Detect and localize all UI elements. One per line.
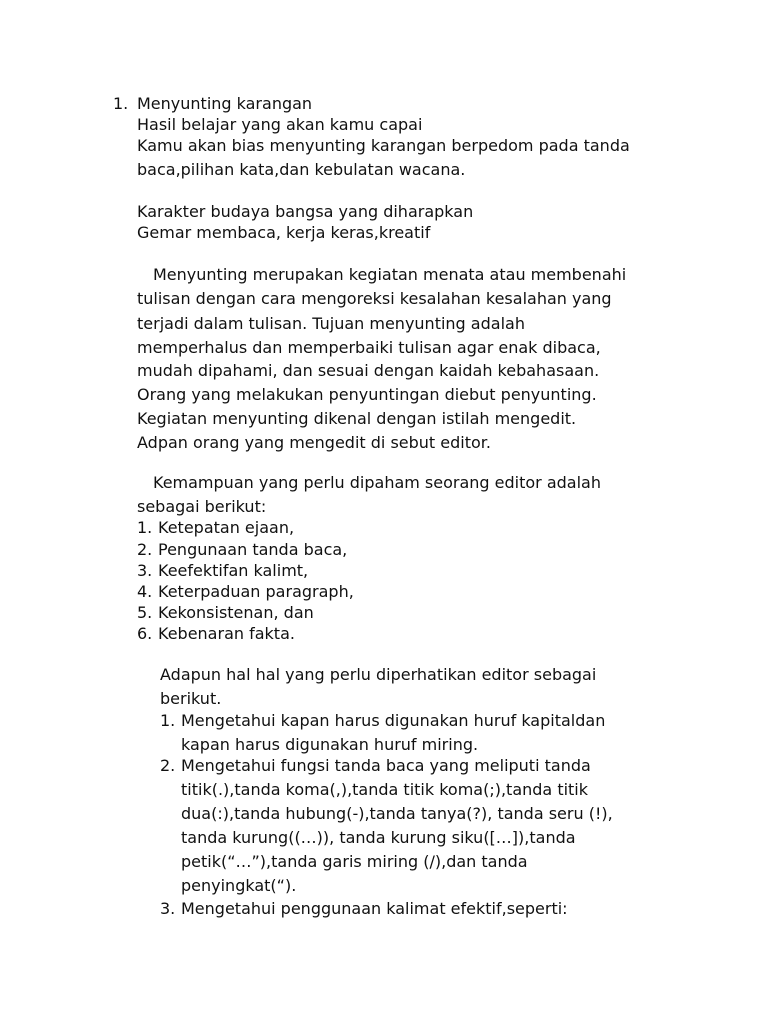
list-item: Pengunaan tanda baca, (158, 540, 348, 559)
list-item-line: titik(.),tanda koma(,),tanda titik koma(;),tanda titik (181, 780, 589, 799)
list-item-line: dua(:),tanda hubung(-),tanda tanya(?), tanda seru (!), (181, 804, 613, 823)
list-item-number: 3. (137, 561, 153, 580)
list-item-line: Mengetahui kapan harus digunakan huruf kapitaldan (181, 711, 606, 730)
list-item-number: 2. (160, 756, 176, 775)
list-item-number: 3. (160, 899, 176, 918)
list-item: Kekonsistenan, dan (158, 603, 314, 622)
list-item: Ketepatan ejaan, (158, 518, 295, 537)
section-title: Menyunting karangan (137, 94, 313, 113)
list-item-line: penyingkat(“). (181, 876, 297, 895)
list-item: Keefektifan kalimt, (158, 561, 309, 580)
paragraph3-intro-line: berikut. (160, 689, 222, 708)
paragraph1-line: Kegiatan menyunting dikenal dengan istilah mengedit. (137, 409, 577, 428)
list-item-number: 6. (137, 624, 153, 643)
list-item-number: 1. (137, 518, 153, 537)
paragraph1-line: memperhalus dan memperbaiki tulisan agar enak dibaca, (137, 338, 601, 357)
list-item-number: 5. (137, 603, 153, 622)
paragraph1-line: Adpan orang yang mengedit di sebut editor. (137, 433, 491, 452)
character-heading: Karakter budaya bangsa yang diharapkan (137, 202, 474, 221)
paragraph1-line: Menyunting merupakan kegiatan menata atau membenahi (153, 265, 627, 284)
paragraph1-line: terjadi dalam tulisan. Tujuan menyunting adalah (137, 314, 525, 333)
paragraph2-intro-line: Kemampuan yang perlu dipaham seorang editor adalah (153, 473, 601, 492)
list-item-number: 2. (137, 540, 153, 559)
list-item-number: 4. (137, 582, 153, 601)
paragraph2-intro-line: sebagai berikut: (137, 497, 267, 516)
goals-heading: Hasil belajar yang akan kamu capai (137, 115, 423, 134)
paragraph1-line: tulisan dengan cara mengoreksi kesalahan kesalahan yang (137, 289, 612, 308)
list-item: Kebenaran fakta. (158, 624, 295, 643)
list-item-line: Mengetahui fungsi tanda baca yang meliputi tanda (181, 756, 591, 775)
list-item-line: petik(“…”),tanda garis miring (/),dan tanda (181, 852, 528, 871)
list-item: Keterpaduan paragraph, (158, 582, 354, 601)
paragraph3-intro-line: Adapun hal hal yang perlu diperhatikan editor sebagai (160, 665, 597, 684)
goals-line: Kamu akan bias menyunting karangan berpedom pada tanda (137, 136, 630, 155)
paragraph1-line: mudah dipahami, dan sesuai dengan kaidah kebahasaan. (137, 361, 600, 380)
character-values: Gemar membaca, kerja keras,kreatif (137, 223, 431, 242)
list-item-line: tanda kurung((…)), tanda kurung siku([…]),tanda (181, 828, 576, 847)
list-item-line: kapan harus digunakan huruf miring. (181, 735, 479, 754)
goals-line: baca,pilihan kata,dan kebulatan wacana. (137, 160, 466, 179)
list-item-line: Mengetahui penggunaan kalimat efektif,seperti: (181, 899, 568, 918)
list-item-number: 1. (160, 711, 176, 730)
section-number: 1. (113, 94, 129, 113)
paragraph1-line: Orang yang melakukan penyuntingan diebut penyunting. (137, 385, 597, 404)
